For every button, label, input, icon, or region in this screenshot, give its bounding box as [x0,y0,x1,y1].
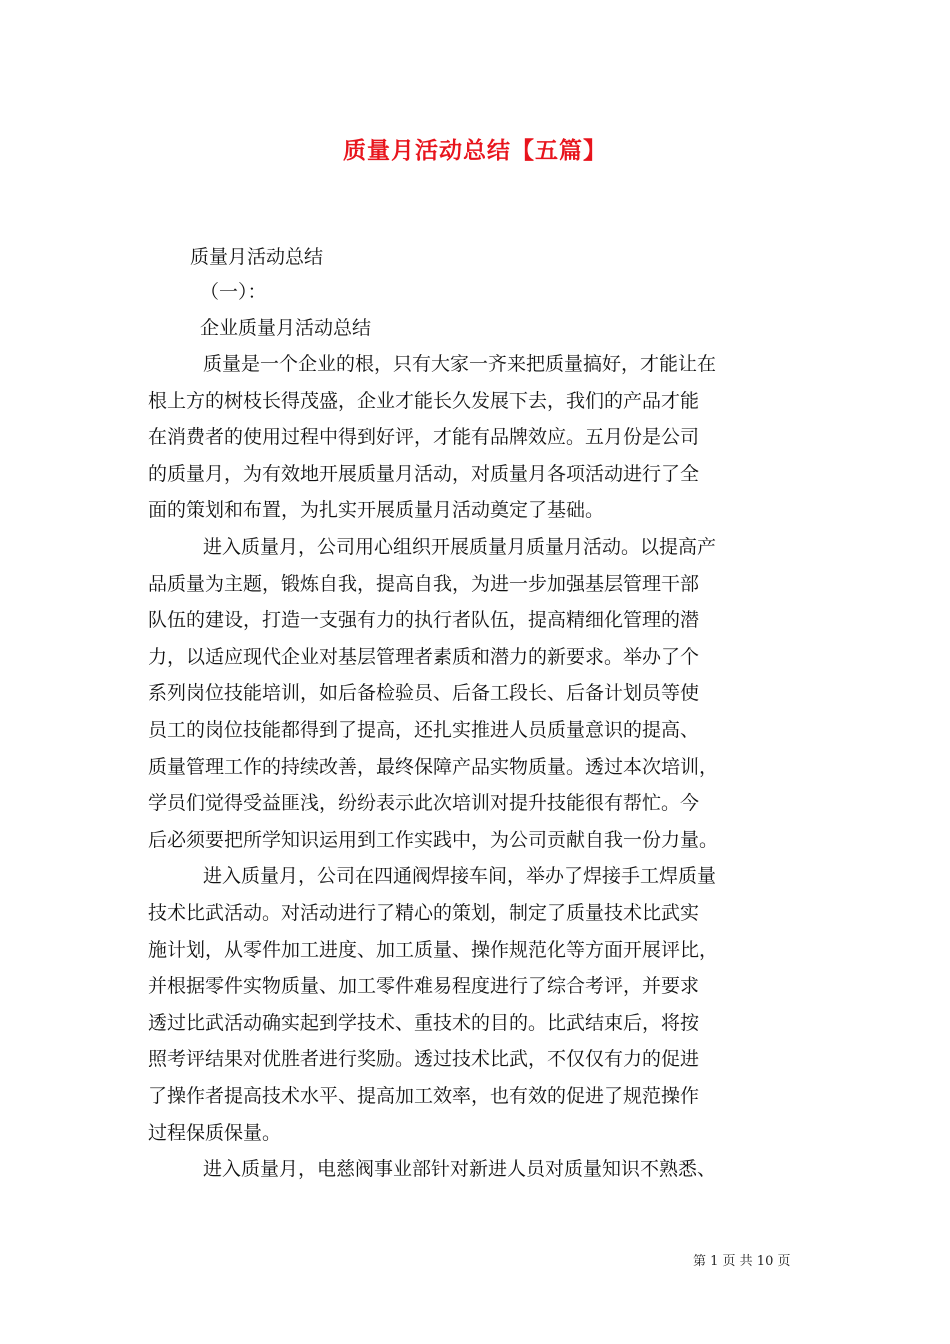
paragraph-line: 根上方的树枝长得茂盛，企业才能长久发展下去，我们的产品才能 [148,390,700,412]
page-footer: 第 1 页 共 10 页 [693,1254,791,1269]
section-marker: （一）： [200,281,267,303]
paragraph-line: 并根据零件实物质量、加工零件难易程度进行了综合考评，并要求 [148,975,700,997]
paragraph-line: 透过比武活动确实起到学技术、重技术的目的。比武结束后，将按 [148,1012,700,1034]
paragraph-line: 质量管理工作的持续改善，最终保障产品实物质量。透过本次培训， [148,756,719,778]
paragraph-line: 的质量月，为有效地开展质量月活动，对质量月各项活动进行了全 [148,463,700,485]
paragraph-line: 了操作者提高技术水平、提高加工效率，也有效的促进了规范操作 [148,1085,700,1107]
paragraph-line: 后必须要把所学知识运用到工作实践中，为公司贡献自我一份力量。 [148,829,719,851]
paragraph-line: 队伍的建设，打造一支强有力的执行者队伍，提高精细化管理的潜 [148,609,700,631]
paragraph-line: 过程保质保量。 [148,1122,282,1144]
paragraph-line: 进入质量月，电慈阀事业部针对新进人员对质量知识不熟悉、 [203,1158,717,1180]
document-title: 质量月活动总结【五篇】 [343,138,607,164]
paragraph-line: 面的策划和布置，为扎实开展质量月活动奠定了基础。 [148,499,605,521]
subheading: 企业质量月活动总结 [200,317,372,339]
section-heading: 质量月活动总结 [190,246,324,268]
paragraph-line: 员工的岗位技能都得到了提高，还扎实推进人员质量意识的提高、 [148,719,700,741]
paragraph-line: 进入质量月，公司在四通阀焊接车间，举办了焊接手工焊质量 [203,865,717,887]
paragraph-line: 施计划，从零件加工进度、加工质量、操作规范化等方面开展评比， [148,939,719,961]
paragraph-line: 品质量为主题，锻炼自我，提高自我，为进一步加强基层管理干部 [148,573,700,595]
paragraph-line: 照考评结果对优胜者进行奖励。透过技术比武，不仅仅有力的促进 [148,1048,700,1070]
paragraph-line: 质量是一个企业的根，只有大家一齐来把质量搞好，才能让在 [203,353,717,375]
paragraph-line: 力，以适应现代企业对基层管理者素质和潜力的新要求。举办了个 [148,646,700,668]
paragraph-line: 学员们觉得受益匪浅，纷纷表示此次培训对提升技能很有帮忙。今 [148,792,700,814]
paragraph-line: 在消费者的使用过程中得到好评，才能有品牌效应。五月份是公司 [148,426,700,448]
paragraph-line: 技术比武活动。对活动进行了精心的策划，制定了质量技术比武实 [148,902,700,924]
paragraph-line: 进入质量月，公司用心组织开展质量月质量月活动。以提高产 [203,536,717,558]
paragraph-line: 系列岗位技能培训，如后备检验员、后备工段长、后备计划员等使 [148,682,700,704]
